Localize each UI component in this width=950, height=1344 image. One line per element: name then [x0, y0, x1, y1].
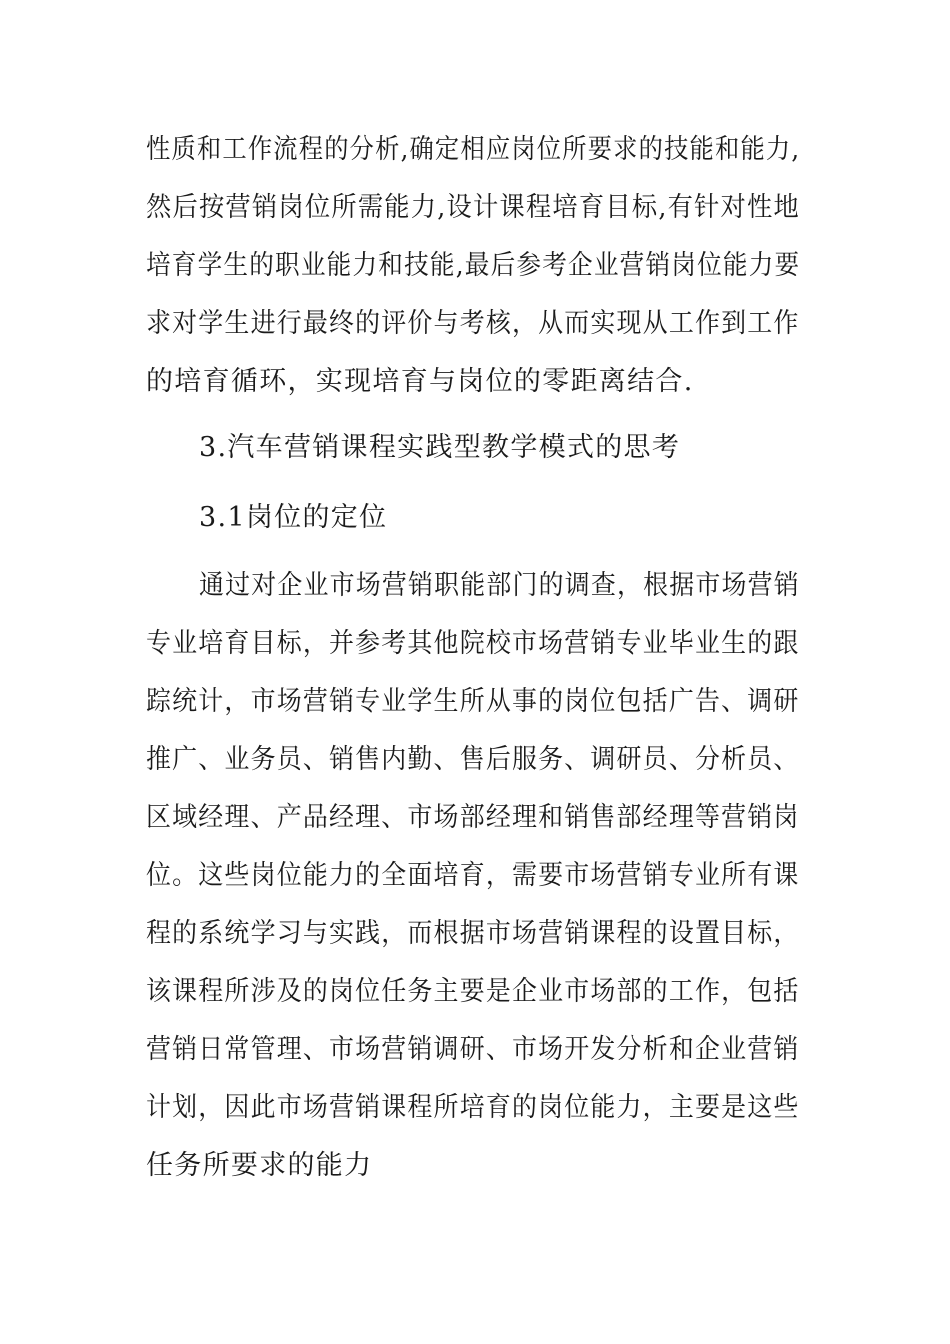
paragraph-line: 任务所要求的能力	[146, 1150, 373, 1181]
paragraph-line: 位。这些岗位能力的全面培育，需要市场营销专业所有课	[146, 860, 800, 891]
paragraph-line: 通过对企业市场营销职能部门的调查，根据市场营销	[199, 570, 800, 601]
section-heading: 3.汽车营销课程实践型教学模式的思考	[199, 432, 681, 463]
subsection-heading: 3.1岗位的定位	[199, 502, 388, 533]
paragraph-line: 然后按营销岗位所需能力,设计课程培育目标,有针对性地	[146, 192, 800, 223]
paragraph-line: 程的系统学习与实践，而根据市场营销课程的设置目标，	[146, 918, 800, 949]
paragraph-line: 踪统计，市场营销专业学生所从事的岗位包括广告、调研	[146, 686, 800, 717]
paragraph-line: 性质和工作流程的分析,确定相应岗位所要求的技能和能力,	[146, 134, 801, 165]
paragraph-line: 的培育循环，实现培育与岗位的零距离结合.	[146, 366, 694, 397]
paragraph-line: 该课程所涉及的岗位任务主要是企业市场部的工作，包括	[146, 976, 800, 1007]
paragraph-line: 培育学生的职业能力和技能,最后参考企业营销岗位能力要	[146, 250, 801, 281]
paragraph-line: 求对学生进行最终的评价与考核，从而实现从工作到工作	[146, 308, 800, 339]
paragraph-line: 营销日常管理、市场营销调研、市场开发分析和企业营销	[146, 1034, 800, 1065]
paragraph-line: 专业培育目标，并参考其他院校市场营销专业毕业生的跟	[146, 628, 800, 659]
paragraph-line: 推广、业务员、销售内勤、售后服务、调研员、分析员、	[146, 744, 800, 775]
paragraph-line: 区域经理、产品经理、市场部经理和销售部经理等营销岗	[146, 802, 800, 833]
paragraph-line: 计划，因此市场营销课程所培育的岗位能力，主要是这些	[146, 1092, 800, 1123]
